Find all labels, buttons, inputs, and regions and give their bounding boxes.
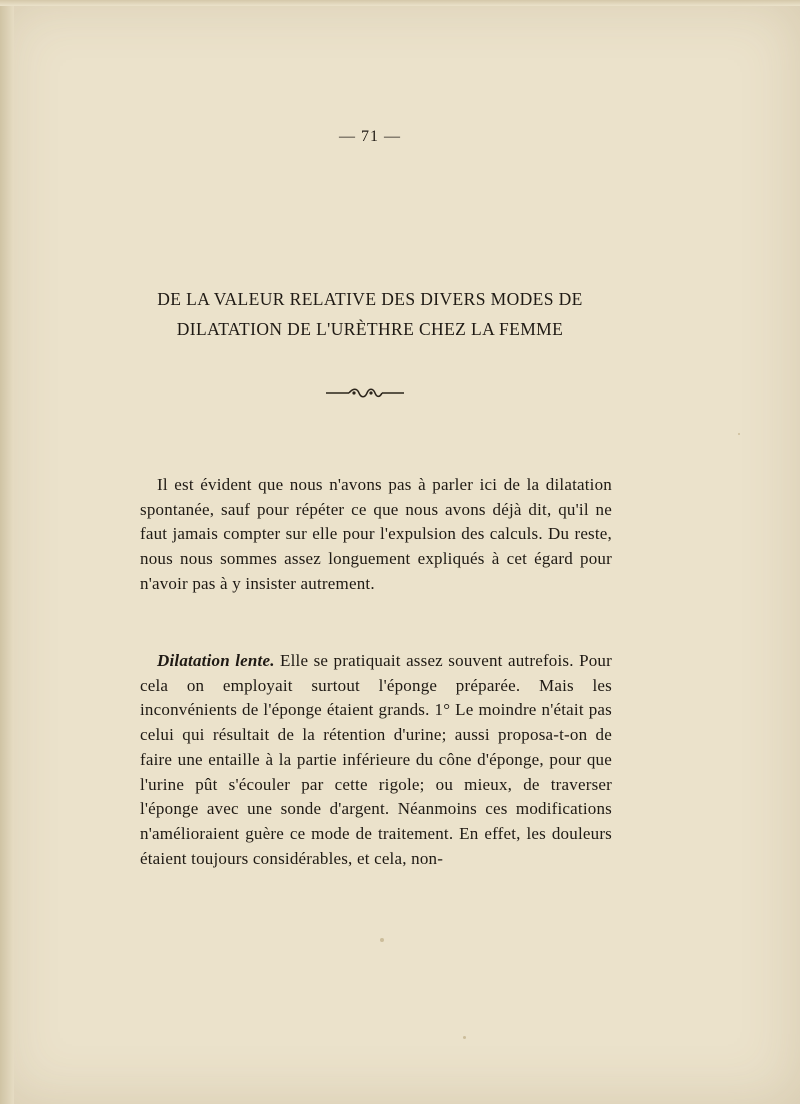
decorative-flourish-icon: [325, 386, 405, 400]
paper-speck: [738, 433, 740, 435]
page-number: — 71 —: [339, 128, 401, 145]
chapter-title-line-2: DILATATION DE L'URÈTHRE CHEZ LA FEMME: [176, 319, 564, 339]
paper-speck: [463, 1036, 466, 1039]
paragraph-body-text: Elle se pratiquait assez souvent autrefois. Pour cela on employait surtout l'éponge préparée. Mais les inconvénients de l'éponge étaient grands. 1° Le moindre n'était pas celui qui résultait de la rétention d'urine; aussi proposa-t-on de faire une entaille à la partie inférieure du cône d'éponge, pour que l'urine pût s'écouler par cette rigole; ou mieux, de traverser l'éponge avec une sonde d'argent. Néanmoins ces modifications n'amélioraient guère ce mode de traitement. En effet, les douleurs étaient toujours considérables, et cela, non-: [140, 651, 612, 868]
paper-speck: [380, 938, 384, 942]
chapter-title-line-1: DE LA VALEUR RELATIVE DES DIVERS MODES DE: [157, 289, 583, 309]
paragraph-intro: Il est évident que nous n'avons pas à parler ici de la dilatation spontanée, sauf pour répéter ce que nous avons déjà dit, qu'il ne faut jamais compter sur elle pour l'expulsion des calculs. Du reste, nous nous sommes assez longuement expliqués à cet égard pour n'avoir pas à y insister autrement.: [140, 475, 612, 593]
page-left-edge-shadow: [0, 0, 14, 1104]
page-top-edge-shadow: [0, 0, 800, 6]
paragraph-dilatation-lente: [140, 649, 612, 871]
chapter-title: [120, 284, 620, 344]
paragraph-lead-heading: Dilatation lente.: [157, 651, 275, 670]
